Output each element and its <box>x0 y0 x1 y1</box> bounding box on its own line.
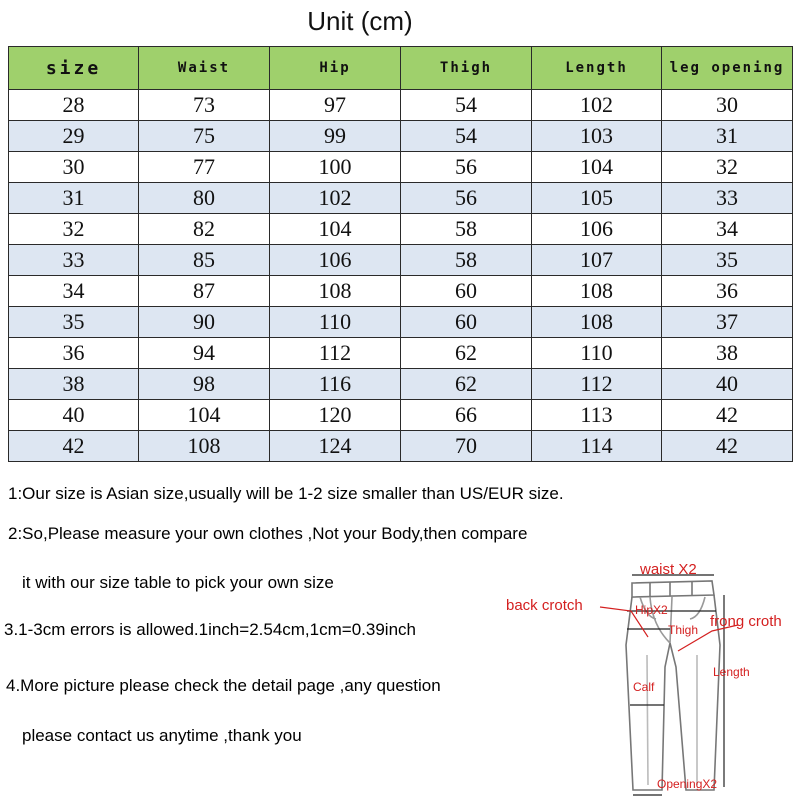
table-cell: 106 <box>270 245 401 276</box>
table-cell: 30 <box>9 152 139 183</box>
table-cell: 110 <box>532 338 662 369</box>
table-cell: 80 <box>139 183 270 214</box>
table-row <box>9 431 793 462</box>
table-cell: 75 <box>139 121 270 152</box>
table-cell: 34 <box>662 214 793 245</box>
size-table <box>8 46 793 462</box>
table-cell: 104 <box>139 400 270 431</box>
table-cell: 36 <box>662 276 793 307</box>
table-header-row <box>9 47 793 90</box>
table-cell: 30 <box>662 90 793 121</box>
table-cell: 40 <box>662 369 793 400</box>
table-cell: 85 <box>139 245 270 276</box>
note-4-line-1: 4.More picture please check the detail page ,any question <box>6 676 441 695</box>
table-cell: 32 <box>9 214 139 245</box>
table-row <box>9 90 793 121</box>
table-cell: 42 <box>662 431 793 462</box>
pants-measurement-diagram <box>500 555 800 800</box>
table-cell: 124 <box>270 431 401 462</box>
header-length: Length <box>532 47 662 90</box>
header-hip: Hip <box>270 47 401 90</box>
table-cell: 37 <box>662 307 793 338</box>
table-cell: 42 <box>9 431 139 462</box>
table-cell: 42 <box>662 400 793 431</box>
table-cell: 58 <box>401 245 532 276</box>
table-cell: 33 <box>9 245 139 276</box>
table-cell: 29 <box>9 121 139 152</box>
table-cell: 98 <box>139 369 270 400</box>
note-3: 3.1-3cm errors is allowed.1inch=2.54cm,1cm=0.39inch <box>4 620 416 639</box>
header-size: size <box>9 47 139 90</box>
table-cell: 110 <box>270 307 401 338</box>
table-row <box>9 121 793 152</box>
table-cell: 87 <box>139 276 270 307</box>
table-row <box>9 400 793 431</box>
table-cell: 66 <box>401 400 532 431</box>
table-cell: 116 <box>270 369 401 400</box>
table-cell: 32 <box>662 152 793 183</box>
table-cell: 108 <box>270 276 401 307</box>
table-row <box>9 245 793 276</box>
table-cell: 54 <box>401 121 532 152</box>
table-cell: 104 <box>532 152 662 183</box>
table-cell: 106 <box>532 214 662 245</box>
table-cell: 36 <box>9 338 139 369</box>
table-cell: 77 <box>139 152 270 183</box>
table-cell: 58 <box>401 214 532 245</box>
table-cell: 112 <box>270 338 401 369</box>
table-row <box>9 338 793 369</box>
table-cell: 56 <box>401 152 532 183</box>
table-cell: 120 <box>270 400 401 431</box>
hip-label: HipX2 <box>635 603 668 617</box>
opening-label: OpeningX2 <box>657 777 718 791</box>
table-cell: 60 <box>401 276 532 307</box>
table-cell: 114 <box>532 431 662 462</box>
table-cell: 56 <box>401 183 532 214</box>
header-waist: Waist <box>139 47 270 90</box>
table-row <box>9 152 793 183</box>
table-row <box>9 276 793 307</box>
table-cell: 82 <box>139 214 270 245</box>
table-cell: 35 <box>9 307 139 338</box>
table-cell: 113 <box>532 400 662 431</box>
table-cell: 108 <box>532 307 662 338</box>
header-thigh: Thigh <box>401 47 532 90</box>
table-cell: 31 <box>662 121 793 152</box>
table-cell: 107 <box>532 245 662 276</box>
table-row <box>9 369 793 400</box>
table-cell: 34 <box>9 276 139 307</box>
note-2-line-2: it with our size table to pick your own size <box>22 573 334 592</box>
table-cell: 70 <box>401 431 532 462</box>
table-cell: 103 <box>532 121 662 152</box>
table-cell: 62 <box>401 338 532 369</box>
table-row <box>9 214 793 245</box>
length-label: Length <box>713 665 750 679</box>
table-cell: 105 <box>532 183 662 214</box>
note-2-line-1: 2:So,Please measure your own clothes ,Not your Body,then compare <box>8 524 528 543</box>
table-row <box>9 183 793 214</box>
table-cell: 54 <box>401 90 532 121</box>
table-cell: 112 <box>532 369 662 400</box>
table-cell: 100 <box>270 152 401 183</box>
table-cell: 60 <box>401 307 532 338</box>
table-cell: 104 <box>270 214 401 245</box>
table-cell: 108 <box>532 276 662 307</box>
table-cell: 73 <box>139 90 270 121</box>
table-cell: 102 <box>532 90 662 121</box>
table-cell: 35 <box>662 245 793 276</box>
front-crotch-label: frong croth <box>710 613 782 630</box>
table-row <box>9 307 793 338</box>
table-cell: 40 <box>9 400 139 431</box>
table-cell: 94 <box>139 338 270 369</box>
note-1: 1:Our size is Asian size,usually will be 1-2 size smaller than US/EUR size. <box>8 484 564 503</box>
table-cell: 38 <box>662 338 793 369</box>
thigh-label: Thigh <box>668 623 699 637</box>
back-crotch-label: back crotch <box>506 597 583 614</box>
table-cell: 90 <box>139 307 270 338</box>
calf-label: Calf <box>633 680 655 694</box>
table-cell: 28 <box>9 90 139 121</box>
note-4-line-2: please contact us anytime ,thank you <box>22 726 302 745</box>
waist-label: waist X2 <box>640 561 697 578</box>
table-cell: 38 <box>9 369 139 400</box>
table-cell: 99 <box>270 121 401 152</box>
pants-outline-icon <box>500 555 800 800</box>
table-cell: 31 <box>9 183 139 214</box>
table-cell: 108 <box>139 431 270 462</box>
table-cell: 97 <box>270 90 401 121</box>
unit-title: Unit (cm) <box>307 6 413 36</box>
table-cell: 62 <box>401 369 532 400</box>
header-leg-opening: leg opening <box>662 47 793 90</box>
table-cell: 33 <box>662 183 793 214</box>
table-cell: 102 <box>270 183 401 214</box>
